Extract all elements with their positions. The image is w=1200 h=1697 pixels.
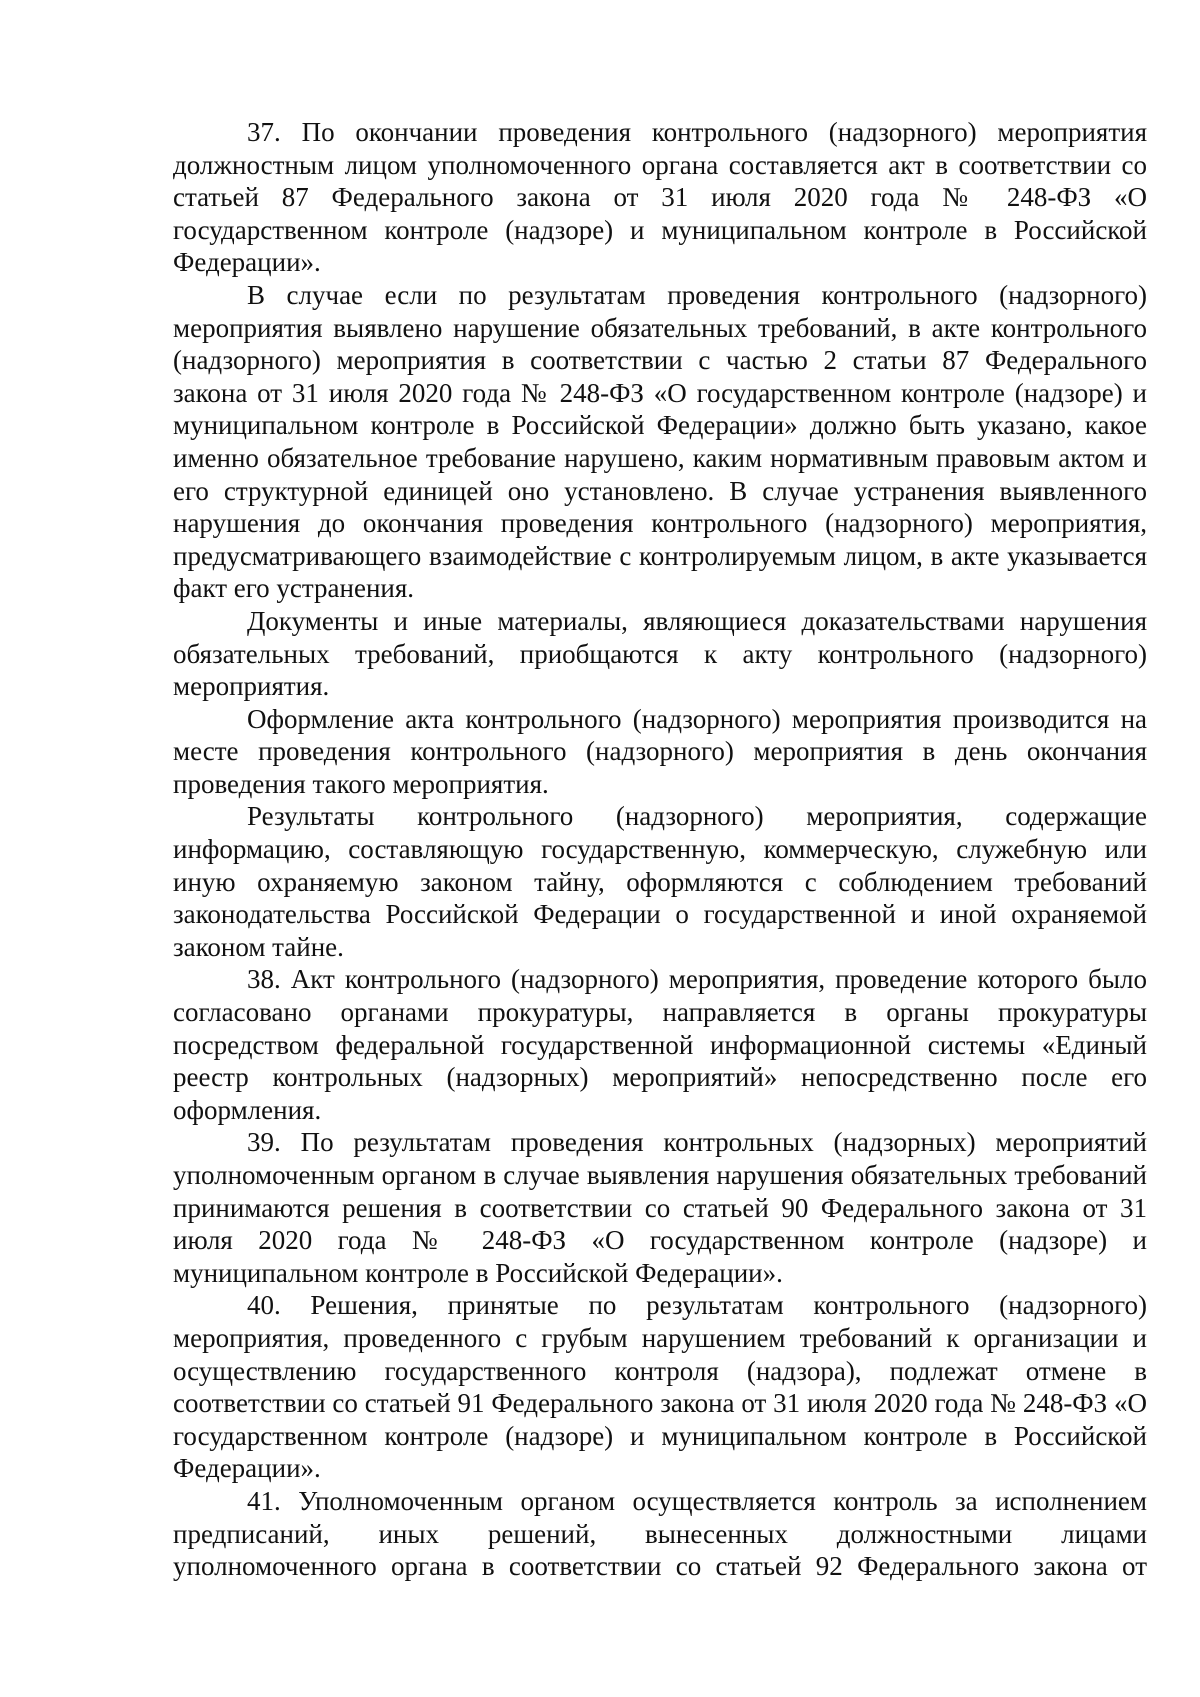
paragraph-37-confidential-results: Результаты контрольного (надзорного) мероприятия, содержащие информацию, составляющую государственную, коммерческую, служебную или иную охраняемую законом тайну, оформляются с соблюдением требований законодательства Российской Федерации о государственной и иной охраняемой законом тайне. — [173, 801, 1147, 962]
paragraph-37-violation-details: В случае если по результатам проведения контрольного (надзорного) мероприятия выявлено нарушение обязательных требований, в акте контрольного (надзорного) мероприятия в соответствии с частью 2 статьи 87 Федерального закона от 31 июля 2020 года № 248-ФЗ «О государственном контроле (надзоре) и муниципальном контроле в Российской Федерации» должно быть указано, какое именно обязательное требование нарушено, каким нормативным правовым актом и его структурной единицей оно установлено. В случае устранения выявленного нарушения до окончания проведения контрольного (надзорного) мероприятия, предусматривающего взаимодействие с контролируемым лицом, в акте указывается факт его устранения. — [173, 279, 1147, 604]
paragraph-37-evidence: Документы и иные материалы, являющиеся доказательствами нарушения обязательных требований, приобщаются к акту контрольного (надзорного) мероприятия. — [173, 605, 1147, 702]
paragraph-37-act-preparation: Оформление акта контрольного (надзорного) мероприятия производится на месте проведения контрольного (надзорного) мероприятия в день окончания проведения такого мероприятия. — [173, 703, 1147, 799]
document-body — [173, 116, 1147, 1583]
paragraph-39: 39. По результатам проведения контрольных (надзорных) мероприятий уполномоченным органом в случае выявления нарушения обязательных требований принимаются решения в соответствии со статьей 90 Федерального закона от 31 июля 2020 года № 248-ФЗ «О государственном контроле (надзоре) и муниципальном контроле в Российской Федерации». — [173, 1127, 1147, 1288]
paragraph-40: 40. Решения, принятые по результатам контрольного (надзорного) мероприятия, проведенного с грубым нарушением требований к организации и осуществлению государственного контроля (надзора), подлежат отмене в соответствии со статьей 91 Федерального закона от 31 июля 2020 года № 248-ФЗ «О государственном контроле (надзоре) и муниципальном контроле в Российской Федерации». — [173, 1290, 1147, 1484]
paragraph-38: 38. Акт контрольного (надзорного) мероприятия, проведение которого было согласовано органами прокуратуры, направляется в органы прокуратуры посредством федеральной государственной информационной системы «Единый реестр контрольных (надзорных) мероприятий» непосредственно после его оформления. — [173, 964, 1147, 1125]
paragraph-41: 41. Уполномоченным органом осуществляется контроль за исполнением предписаний, иных решений, вынесенных должностными лицами уполномоченного органа в соответствии со статьей 92 Федерального закона от — [173, 1485, 1147, 1582]
paragraph-37: 37. По окончании проведения контрольного (надзорного) мероприятия должностным лицом уполномоченного органа составляется акт в соответствии со статьей 87 Федерального закона от 31 июля 2020 года № 248-ФЗ «О государственном контроле (надзоре) и муниципальном контроле в Российской Федерации». — [173, 117, 1147, 278]
